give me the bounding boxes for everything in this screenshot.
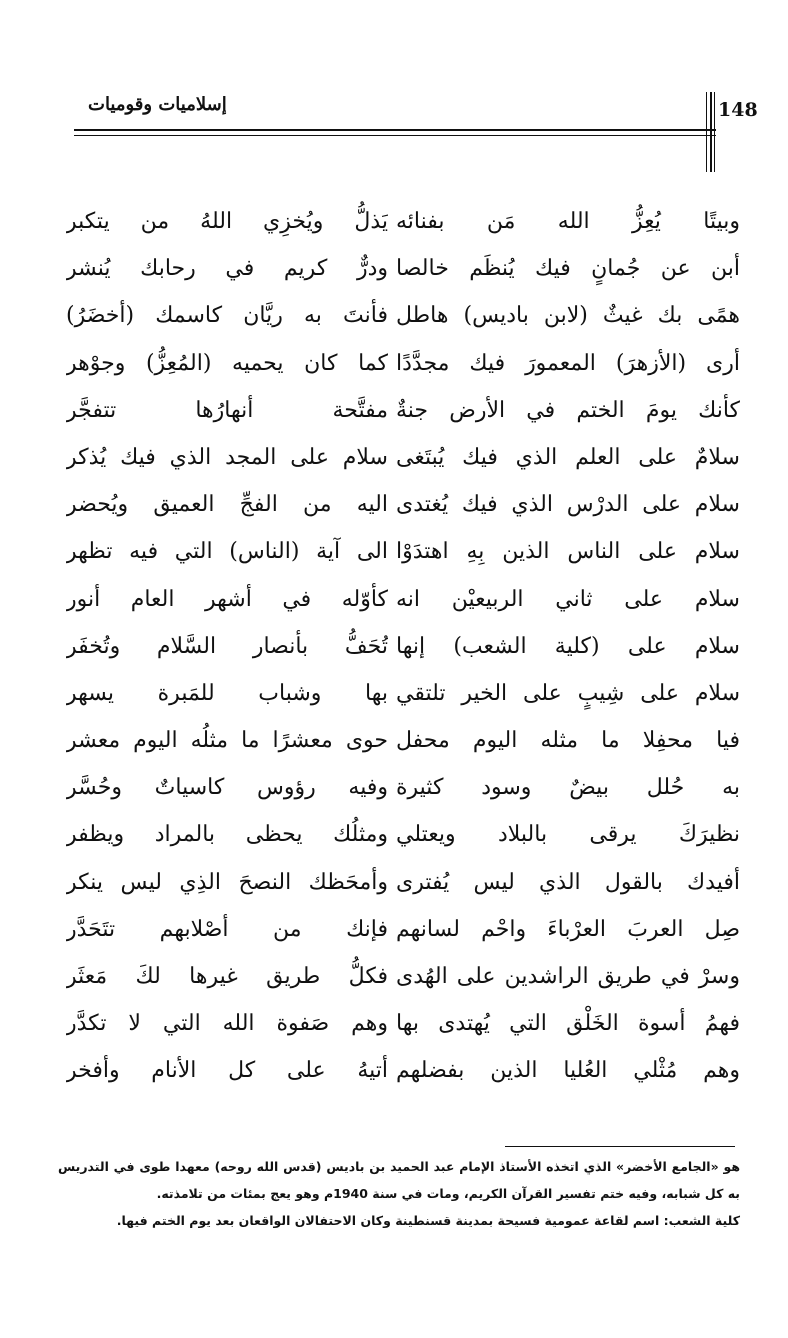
- header-rule-thin: [74, 135, 716, 136]
- poem-verse: فأنتَ به ريَّان كاسمك (أخضَرُ): [66, 303, 388, 329]
- poem-left-column: [66, 198, 388, 1095]
- poem-verse: بها وشباب للمَبرة يسهر: [66, 680, 388, 706]
- poem-verse: أتيهُ على كل الأنام وأفخر: [66, 1058, 388, 1084]
- poem-verse: سلام على الدرْس الذي فيك يُغتدى: [396, 492, 740, 518]
- footnote-separator: [505, 1146, 735, 1147]
- poem-verse: وفيه رؤوس كاسياتٌ وحُسَّر: [66, 775, 388, 801]
- poem-verse: اليه من الفجِّ العميق ويُحضر: [66, 492, 388, 518]
- header-vertical-rule: [706, 92, 707, 172]
- header-vertical-rule: [714, 92, 715, 172]
- poem-verse: كما كان يحميه (المُعِزُّ) وجوْهر: [66, 350, 388, 376]
- poem-verse: الى آية (الناس) التي فيه تظهر: [66, 539, 388, 565]
- poem-verse: وبيتًا يُعِزُّ الله مَن بفنائه: [396, 209, 740, 234]
- header-rule: [74, 129, 716, 131]
- running-header-title: [88, 94, 388, 115]
- poem-verse: أفيدك بالقول الذي ليس يُفترى: [396, 869, 740, 895]
- poem-verse: صِل العربَ العرْباءَ واحْم لسانهم: [396, 916, 740, 942]
- poem-verse: فيا محفِلا ما مثله اليوم محفل: [396, 728, 740, 754]
- poem-verse: فهمُ أسوة الخَلْق التي يُهتدى بها: [396, 1011, 740, 1037]
- poem-verse: فكلُّ طريق غيرها لكَ مَعثَر: [66, 964, 388, 989]
- poem-verse: أرى (الأزهرَ) المعمورَ فيك مجدَّدًا: [396, 350, 740, 376]
- footnote-2: كلية الشعب: اسم لقاعة عمومية فسيحة بمدينة قسنطينة وكان الاحتفالان الواقعان بعد يوم الختم فيها.: [116, 1213, 740, 1228]
- poem-verse: سلام على المجد الذي فيك يُذكر: [66, 444, 388, 470]
- book-title: إسلاميات وقوميات: [88, 94, 227, 115]
- poem-verse: وأمحَظك النصحَ الذِي ليس ينكر: [66, 869, 388, 895]
- poem-verse: مفتَّحة أنهارُها تتفجَّر: [66, 397, 388, 423]
- poem-verse: به حُلل بيضٌ وسود كثيرة: [396, 775, 740, 801]
- poem-verse: وسرْ في طريق الراشدين على الهُدى: [396, 964, 740, 989]
- poem-verse: يَذلُّ ويُخزِي اللهُ من يتكبر: [66, 209, 388, 234]
- footnotes: [58, 1153, 740, 1234]
- poem-verse: وهم مُثْلي العُليا الذين بفضلهم: [396, 1058, 740, 1084]
- poem-verse: سلام على شِيبٍ على الخير تلتقي: [396, 680, 740, 706]
- poem-verse: سلام على ثاني الربيعيْن انه: [396, 586, 740, 612]
- poem-verse: كأنك يومَ الختم في الأرض جنةٌ: [396, 397, 740, 423]
- poem-verse: ودرٌّ كريم في رحابك يُنشر: [66, 256, 388, 282]
- poem-verse: كأوّله في أشهر العام أنور: [66, 586, 388, 612]
- page-number: 148: [718, 99, 758, 121]
- poem-verse: همًى بك غيثٌ (لابن باديس) هاطل: [396, 303, 740, 329]
- poem-verse: سلامٌ على العلم الذي فيك يُبتَغى: [396, 444, 740, 470]
- header-vertical-rule: [710, 92, 712, 172]
- poem-verse: ومثلُك يحظى بالمراد ويظفر: [66, 822, 388, 848]
- poem-verse: سلام على (كلية الشعب) إنها: [396, 633, 740, 659]
- poem-verse: حوى معشرًا ما مثلُه اليوم معشر: [66, 728, 388, 754]
- poem-verse: سلام على الناس الذين بِهِ اهتدَوْا: [396, 539, 740, 565]
- footnote-1: هو «الجامع الأخضر» الذي اتخذه الأستاذ الإمام عبد الحميد بن باديس (قدس الله روحه) معهدا طوى في التدريس به كل شبابه، وفيه ختم تفسير القرآن الكريم، ومات في سنة 1940م وهو يعج بمئات من تلامذته.: [58, 1159, 740, 1201]
- poem-verse: فإنك من أصْلابهم تتَحَدَّر: [66, 916, 388, 942]
- poem-verse: تُحَفُّ بأنصار السَّلام وتُخفَر: [66, 633, 388, 659]
- poem-verse: وهم صَفوة الله التي لا تكدَّر: [66, 1011, 388, 1037]
- poem-verse: أبن عن جُمانٍ فيك يُنظَم خالصا: [396, 256, 740, 282]
- poem-right-column: [396, 198, 740, 1095]
- poem-verse: نظيرَكَ يرقى بالبلاد ويعتلي: [396, 822, 740, 848]
